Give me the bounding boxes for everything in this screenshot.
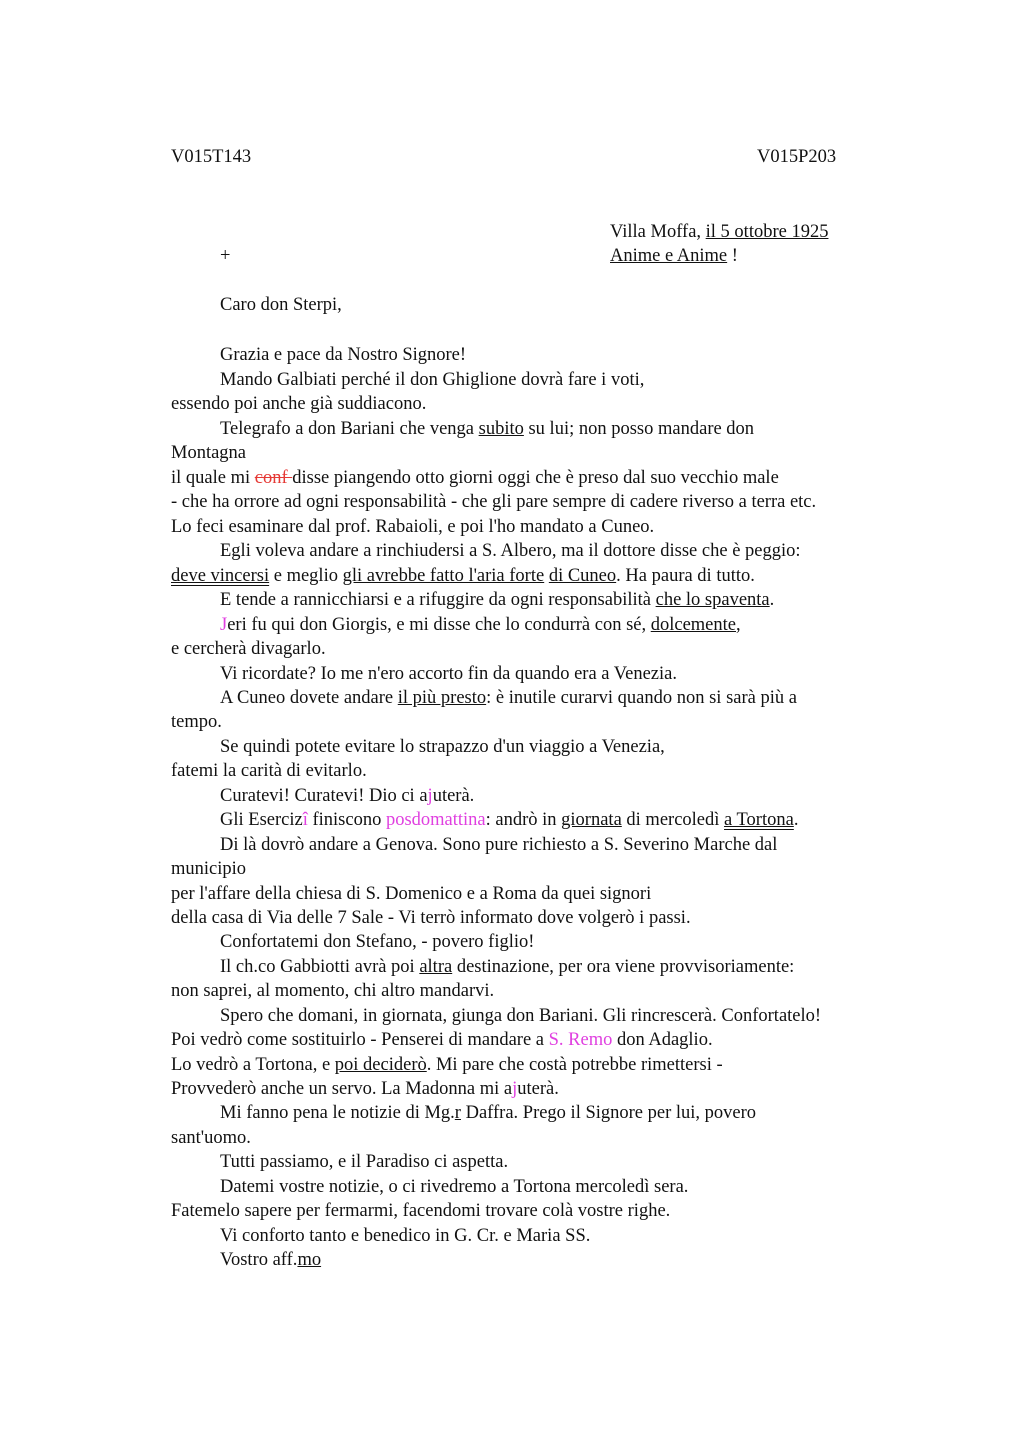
salutation: Caro don Sterpi,	[220, 295, 342, 315]
text-line: Telegrafo a don Bariani che venga subito su lui; non posso mandare don	[220, 419, 755, 439]
text-line: Mi fanno pena le notizie di Mg.r Daffra. Prego il Signore per lui, povero	[220, 1103, 757, 1123]
motto-line: Anime e Anime !	[610, 246, 738, 266]
text-line: A Cuneo dovete andare il più presto: è inutile curarvi quando non si sarà più a	[220, 688, 797, 708]
text-line: municipio	[171, 859, 247, 879]
text-line: Confortatemi don Stefano, - povero figlio!	[220, 932, 535, 952]
document-code-right: V015P203	[757, 147, 837, 167]
deleted-text: conf	[254, 468, 293, 488]
text-line: Datemi vostre notizie, o ci rivedremo a Tortona mercoledì sera.	[220, 1177, 689, 1197]
text-line: Curatevi! Curatevi! Dio ci ajuterà.	[220, 786, 475, 806]
text-line: Il ch.co Gabbiotti avrà poi altra destinazione, per ora viene provvisoriamente:	[220, 957, 795, 977]
text-line: Gli Esercizî finiscono posdomattina: andrò in giornata di mercoledì a Tortona.	[220, 810, 799, 830]
text-line: tempo.	[171, 712, 222, 732]
text-line: Egli voleva andare a rinchiudersi a S. Albero, ma il dottore disse che è peggio:	[220, 541, 801, 561]
text-line: Tutti passiamo, e il Paradiso ci aspetta.	[220, 1152, 509, 1172]
text-line: Jeri fu qui don Giorgis, e mi disse che lo condurrà con sé, dolcemente,	[220, 615, 741, 635]
text-line: Poi vedrò come sostituirlo - Penserei di mandare a S. Remo don Adaglio.	[171, 1030, 713, 1050]
text-line: Provvederò anche un servo. La Madonna mi ajuterà.	[171, 1079, 559, 1099]
cross-symbol: +	[220, 246, 231, 266]
text-line: deve vincersi e meglio gli avrebbe fatto l'aria forte di Cuneo. Ha paura di tutto.	[171, 566, 755, 586]
text-line: Spero che domani, in giornata, giunga don Bariani. Gli rincrescerà. Confortatelo!	[220, 1006, 822, 1026]
text-line: - che ha orrore ad ogni responsabilità - che gli pare sempre di cadere riverso a terra etc.	[171, 492, 817, 512]
text-line: E tende a rannicchiarsi e a rifuggire da ogni responsabilità che lo spaventa.	[220, 590, 775, 610]
closing: Vostro aff.mo	[220, 1250, 322, 1270]
text-line: Se quindi potete evitare lo strapazzo d'un viaggio a Venezia,	[220, 737, 665, 757]
text-line: non saprei, al momento, chi altro mandarvi.	[171, 981, 495, 1001]
motto: Anime e Anime	[610, 246, 728, 266]
text-line: essendo poi anche già suddiacono.	[171, 394, 427, 414]
text-line: fatemi la carità di evitarlo.	[171, 761, 367, 781]
text-line: per l'affare della chiesa di S. Domenico e a Roma da quei signori	[171, 884, 652, 904]
text-line: Di là dovrò andare a Genova. Sono pure richiesto a S. Severino Marche dal	[220, 835, 778, 855]
letter-date-line	[610, 222, 828, 243]
text-line: della casa di Via delle 7 Sale - Vi terrò informato dove volgerò i passi.	[171, 908, 691, 928]
text-line: Lo feci esaminare dal prof. Rabaioli, e poi l'ho mandato a Cuneo.	[171, 517, 655, 537]
text-line: Grazia e pace da Nostro Signore!	[220, 345, 467, 365]
text-line: Mando Galbiati perché il don Ghiglione dovrà fare i voti,	[220, 370, 645, 390]
text-line: sant'uomo.	[171, 1128, 251, 1148]
place: Villa Moffa,	[610, 222, 706, 242]
date: il 5 ottobre 1925	[705, 222, 829, 242]
document-code-left: V015T143	[171, 147, 252, 167]
text-line: Fatemelo sapere per fermarmi, facendomi trovare colà vostre righe.	[171, 1201, 671, 1221]
text-line: Vi ricordate? Io me n'ero accorto fin da quando era a Venezia.	[220, 664, 677, 684]
text-line: Lo vedrò a Tortona, e poi deciderò. Mi pare che costà potrebbe rimettersi -	[171, 1055, 723, 1075]
text-line: il quale mi conf disse piangendo otto giorni oggi che è preso dal suo vecchio male	[171, 468, 779, 488]
text-line: e cercherà divagarlo.	[171, 639, 326, 659]
text-line: Vi conforto tanto e benedico in G. Cr. e Maria SS.	[220, 1226, 591, 1246]
text-line: Montagna	[171, 443, 247, 463]
